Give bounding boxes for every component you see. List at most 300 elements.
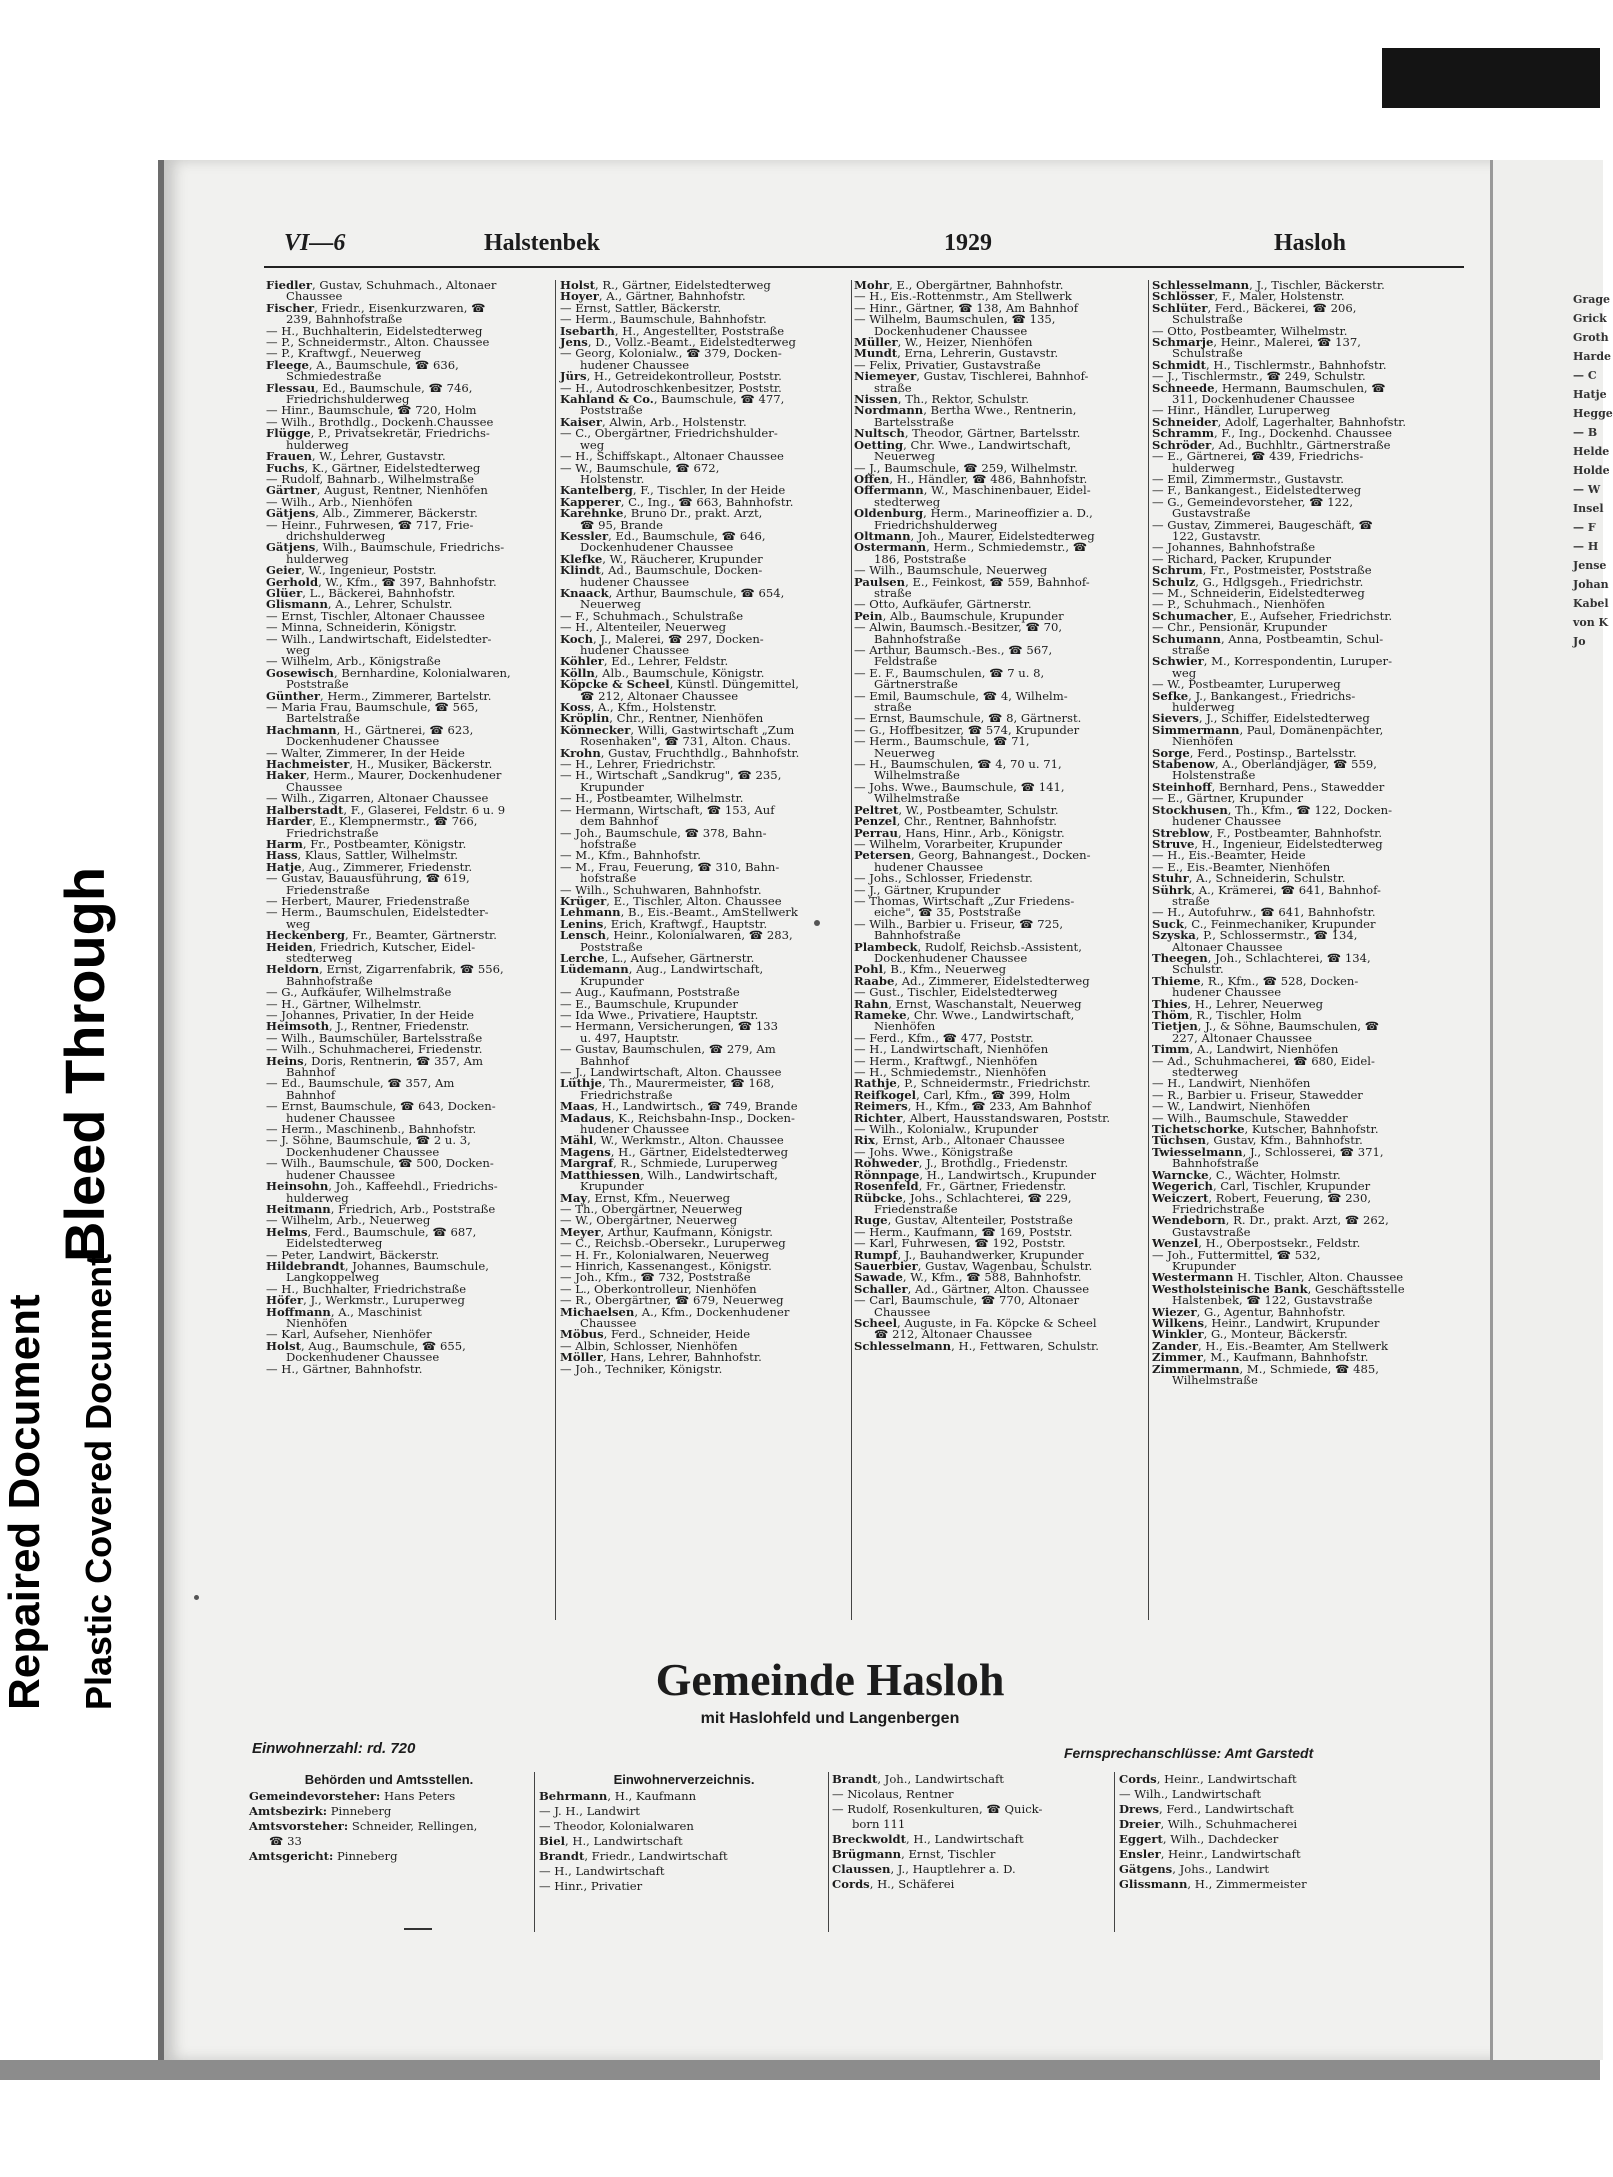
entry-name: Warncke xyxy=(1152,1167,1209,1182)
directory-entry: — Herm., Baumschule, Bahnhofstr. xyxy=(560,312,767,327)
entry-name: Kahland & Co. xyxy=(560,392,654,407)
directory-entry: Richter, Albert, Hausstandswaren, Poststr. xyxy=(854,1110,1111,1125)
directory-entry: Struve, H., Ingenieur, Eidelstedterweg xyxy=(1152,836,1383,851)
directory-entry: — E., Baumschule, Krupunder xyxy=(560,996,738,1011)
directory-entry: Lensch, Heinr., Kolonialwaren, ☎ 283, xyxy=(560,928,793,943)
entry-name: Weiczert xyxy=(1152,1190,1209,1205)
directory-entry: Hoffmann, A., Maschinist xyxy=(266,1304,422,1319)
directory-entry: — Joh., Baumschule, ☎ 378, Bahn- xyxy=(560,825,767,840)
directory-entry: — Thomas, Wirtschaft „Zur Friedens- xyxy=(854,893,1075,908)
entry-name: Kaiser xyxy=(560,414,603,429)
directory-entry: — J., Gärtner, Krupunder xyxy=(854,882,1001,897)
directory-entry: — J., Landwirtschaft, Alton. Chaussee xyxy=(560,1065,782,1080)
entry-continuation: hudener Chaussee xyxy=(286,1110,396,1125)
directory-entry: — Peter, Landwirt, Bäckerstr. xyxy=(266,1247,440,1262)
directory-entry: — R., Barbier u. Friseur, Stawedder xyxy=(1152,1087,1363,1102)
directory-entry: Oetting, Chr. Wwe., Landwirtschaft, xyxy=(854,437,1072,452)
residents-heading: Einwohnerverzeichnis. xyxy=(613,1772,755,1787)
entry-continuation: Chaussee xyxy=(874,1304,931,1319)
entry-name: Schmidt xyxy=(1152,357,1206,372)
directory-entry: — Wilh., Baumschule, Stawedder xyxy=(1152,1110,1348,1125)
directory-entry: Warncke, C., Wächter, Holmstr. xyxy=(1152,1167,1341,1182)
directory-entry: Ensler, Heinr., Landwirtschaft xyxy=(1119,1847,1301,1861)
entry-name: Schmarje xyxy=(1152,335,1214,350)
entry-name: Rohweder xyxy=(854,1156,919,1171)
entry-continuation: Friedrichstraße xyxy=(580,1087,673,1102)
entry-name: Behrmann xyxy=(539,1789,608,1803)
entry-continuation: hudener Chaussee xyxy=(580,357,690,372)
entry-name: Sawade xyxy=(854,1270,903,1285)
directory-entry: Kantelberg, F., Tischler, In der Heide xyxy=(560,483,786,498)
directory-entry: — Minna, Schneiderin, Königstr. xyxy=(266,620,457,635)
entry-continuation: Wilhelmstraße xyxy=(874,791,960,806)
telephone-note: Fernsprechanschlüsse: Amt Garstedt xyxy=(1064,1745,1314,1761)
directory-entry: Amtsbezirk: Pinneberg xyxy=(249,1804,392,1818)
entry-name: Schlösser xyxy=(1152,289,1215,304)
entry-name: Pohl xyxy=(854,962,883,977)
column-divider xyxy=(851,280,852,1620)
entry-continuation: 227, Altonaer Chaussee xyxy=(1172,1030,1313,1045)
entry-continuation: weg xyxy=(1172,665,1197,680)
directory-entry: Knaack, Arthur, Baumschule, ☎ 654, xyxy=(560,585,785,600)
directory-entry: Breckwoldt, H., Landwirtschaft xyxy=(832,1832,1024,1846)
entry-name: Nissen xyxy=(854,392,898,407)
entry-name: Oltmann xyxy=(854,528,911,543)
directory-entry: — Heinr., Fuhrwesen, ☎ 717, Frie- xyxy=(266,517,474,532)
page-header xyxy=(284,230,1464,264)
entry-name: Oetting xyxy=(854,437,904,452)
directory-entry: Penzel, Chr., Rentner, Bahnhofstr. xyxy=(854,814,1057,829)
entry-name: Timm xyxy=(1152,1042,1190,1057)
entry-name: Fleege xyxy=(266,357,309,372)
directory-entry: — Wilh., Zigarren, Altonaer Chaussee xyxy=(266,791,489,806)
directory-entry: — Gustav, Zimmerei, Baugeschäft, ☎ xyxy=(1152,517,1373,532)
entry-name: Brügmann xyxy=(832,1847,902,1861)
directory-entry: Pein, Alb., Baumschule, Krupunder xyxy=(854,608,1064,623)
directory-entry: Madaus, K., Reichsbahn-Insp., Docken- xyxy=(560,1110,795,1125)
directory-entry: Peltret, W., Postbeamter, Schulstr. xyxy=(854,802,1059,817)
adjacent-page-fragment: Jo xyxy=(1573,635,1586,648)
entry-continuation: Schulstr. xyxy=(1172,962,1224,977)
entry-name: Oldenburg xyxy=(854,506,924,521)
entry-name: Eggert xyxy=(1119,1832,1163,1846)
directory-entry: — Herm., Baumschule, ☎ 71, xyxy=(854,734,1030,749)
directory-entry: Helms, Ferd., Baumschule, ☎ 687, xyxy=(266,1224,477,1239)
adjacent-page-fragment: Holde xyxy=(1573,464,1610,477)
directory-entry: — Arthur, Baumsch.-Bes., ☎ 567, xyxy=(854,643,1053,657)
directory-entry: Paulsen, E., Feinkost, ☎ 559, Bahnhof- xyxy=(854,574,1090,589)
residents-column-2 xyxy=(832,1772,1132,1892)
entry-name: Madaus xyxy=(560,1110,611,1125)
directory-entry: — E., Gärtnerei, ☎ 439, Friedrichs- xyxy=(1152,449,1364,464)
directory-entry: — W., Landwirt, Nienhöfen xyxy=(1152,1099,1311,1114)
entry-name: Magens xyxy=(560,1144,611,1159)
entry-name: Thöm xyxy=(1152,1008,1190,1022)
directory-entry: Offermann, W., Maschinenbauer, Eidel- xyxy=(854,483,1091,498)
directory-entry: Krohn, Gustav, Fruchthdlg., Bahnhofstr. xyxy=(560,745,800,760)
entry-name: Rumpf xyxy=(854,1247,898,1262)
directory-entry: — Wilhelm, Arb., Königstraße xyxy=(266,654,441,669)
directory-entry: Streblow, F., Postbeamter, Bahnhofstr. xyxy=(1152,825,1383,840)
directory-entry: Mohr, E., Obergärtner, Bahnhofstr. xyxy=(854,278,1064,292)
entry-name: Könnecker xyxy=(560,722,631,737)
directory-entry: — P., Schneidermstr., Alton. Chaussee xyxy=(266,335,490,350)
entry-name: Lehmann xyxy=(560,905,621,920)
entry-continuation: Friedrichstraße xyxy=(286,825,379,840)
directory-entry: — Johs. Wwe., Königstraße xyxy=(854,1144,1014,1159)
directory-entry: Westermann H. Tischler, Alton. Chaussee xyxy=(1152,1270,1404,1285)
entry-continuation: Bartelstraße xyxy=(286,711,360,726)
speck xyxy=(814,920,820,926)
directory-entry: Cords, H., Schäferei xyxy=(832,1877,955,1891)
entry-name: Offermann xyxy=(854,483,924,498)
directory-entry: Szyska, P., Schlossermstr., ☎ 134, xyxy=(1152,928,1358,943)
directory-entry: Meyer, Arthur, Kaufmann, Königstr. xyxy=(560,1224,773,1239)
entry-name: Margraf xyxy=(560,1156,614,1171)
directory-entry: Simmermann, Paul, Domänenpächter, xyxy=(1152,722,1384,737)
entry-continuation: hudener Chaussee xyxy=(580,1122,690,1137)
entry-continuation: ☎ 33 xyxy=(269,1834,302,1848)
directory-entry: Heldorn, Ernst, Zigarrenfabrik, ☎ 556, xyxy=(266,962,504,977)
directory-entry: Gätgens, Johs., Landwirt xyxy=(1119,1862,1270,1876)
directory-entry: Schröder, Ad., Buchhltr., Gärtnerstraße xyxy=(1152,437,1391,452)
directory-entry: Westholsteinische Bank, Geschäftsstelle xyxy=(1152,1281,1405,1296)
directory-entry: Behrmann, H., Kaufmann xyxy=(539,1789,697,1803)
entry-name: Zimmermann xyxy=(1152,1361,1240,1376)
entry-name: Raabe xyxy=(854,973,895,988)
directory-entry: — R., Obergärtner, ☎ 679, Neuerweg xyxy=(560,1293,784,1308)
directory-entry: Brügmann, Ernst, Tischler xyxy=(832,1847,996,1861)
directory-entry: — Gustav, Baumschulen, ☎ 279, Am xyxy=(560,1042,776,1057)
entry-name: Hass xyxy=(266,848,298,863)
directory-entry: Kröplin, Chr., Rentner, Nienhöfen xyxy=(560,711,764,726)
directory-entry: Köpcke & Scheel, Künstl. Düngemittel, xyxy=(560,677,799,692)
directory-entry: Wegerich, Carl, Tischler, Krupunder xyxy=(1152,1179,1371,1194)
entry-name: Gätgens xyxy=(1119,1862,1173,1876)
entry-name: Schlesselmann xyxy=(1152,278,1250,292)
directory-entry: Mähl, W., Werkmstr., Alton. Chaussee xyxy=(560,1133,784,1148)
directory-entry: Sefke, J., Bankangest., Friedrichs- xyxy=(1152,688,1356,703)
entry-continuation: weg xyxy=(286,643,311,657)
entry-continuation: hulderweg xyxy=(286,437,349,452)
adjacent-page-fragment: — W xyxy=(1573,483,1601,496)
directory-entry: Flügge, P., Privatsekretär, Friedrichs- xyxy=(266,426,490,441)
entry-continuation: Langkoppelweg xyxy=(286,1270,380,1285)
directory-entry: Schlüter, Ferd., Bäckerei, ☎ 206, xyxy=(1152,300,1357,315)
directory-entry: — Emil, Zimmermstr., Gustavstr. xyxy=(1152,471,1344,486)
directory-entry: Haker, Herm., Maurer, Dockenhudener xyxy=(266,768,502,783)
directory-entry: — Johs., Schlosser, Friedenstr. xyxy=(854,871,1033,886)
entry-continuation: Neuerweg xyxy=(874,745,936,760)
entry-continuation: 122, Gustavstr. xyxy=(1172,528,1261,543)
directory-entry: Nordmann, Bertha Wwe., Rentnerin, xyxy=(854,403,1077,418)
directory-entry: — W., Baumschule, ☎ 672, xyxy=(560,460,720,475)
entry-continuation: Gärtnerstraße xyxy=(874,677,958,692)
adjacent-page-fragment: — H xyxy=(1573,540,1599,553)
adjacent-page-edge xyxy=(1490,160,1613,2060)
entry-name: Claussen xyxy=(832,1862,891,1876)
entry-name: Heimsoth xyxy=(266,1019,330,1034)
entry-name: Jürs xyxy=(560,369,587,384)
directory-entry: — Felix, Privatier, Gustavstraße xyxy=(854,357,1041,372)
directory-entry: Perrau, Hans, Hinr., Arb., Königstr. xyxy=(854,825,1065,840)
entry-continuation: Holstenstr. xyxy=(580,471,645,486)
entry-name: Hoffmann xyxy=(266,1304,331,1319)
directory-entry: — Ernst, Tischler, Altonaer Chaussee xyxy=(266,608,485,623)
entry-name: Mohr xyxy=(854,278,890,292)
directory-entry: — L., Oberkontrolleur, Nienhöfen xyxy=(560,1281,757,1296)
directory-entry: Wenzel, H., Oberpostsekr., Feldstr. xyxy=(1152,1236,1361,1251)
entry-name: Paulsen xyxy=(854,574,906,589)
directory-entry: Tüchsen, Gustav, Kfm., Bahnhofstr. xyxy=(1152,1133,1363,1148)
entry-name: Hildebrandt xyxy=(266,1258,345,1273)
directory-entry: Matthiessen, Wilh., Landwirtschaft, xyxy=(560,1167,778,1182)
entry-name: Amtsvorsteher: xyxy=(249,1819,349,1833)
entry-continuation: Bahnhofstraße xyxy=(286,973,373,988)
directory-entry: — Alwin, Baumsch.-Besitzer, ☎ 70, xyxy=(854,620,1063,635)
directory-entry: Zimmermann, M., Schmiede, ☎ 485, xyxy=(1152,1361,1379,1376)
directory-entry: Reimers, H., Kfm., ☎ 233, Am Bahnhof xyxy=(854,1099,1092,1114)
directory-entry: Heiden, Friedrich, Kutscher, Eidel- xyxy=(266,939,476,954)
directory-entry: Kessler, Ed., Baumschule, ☎ 646, xyxy=(560,528,766,543)
entry-name: Höfer xyxy=(266,1293,304,1308)
directory-entry: — Wilh., Landwirtschaft xyxy=(1119,1787,1262,1801)
entry-name: Fiedler xyxy=(266,278,313,292)
directory-entry: Rathje, P., Schneidermstr., Friedrichstr. xyxy=(854,1076,1091,1091)
directory-entry: — Aug., Kaufmann, Poststraße xyxy=(560,985,740,1000)
entry-name: Amtsbezirk: xyxy=(249,1804,328,1818)
entry-name: Ruge xyxy=(854,1213,888,1228)
directory-column-2 xyxy=(560,280,848,1375)
directory-entry: Rübcke, Johs., Schlachterei, ☎ 229, xyxy=(854,1190,1072,1205)
directory-entry: Brandt, Friedr., Landwirtschaft xyxy=(539,1849,728,1863)
entry-name: Nultsch xyxy=(854,426,905,441)
entry-continuation: Krupunder xyxy=(580,973,644,988)
directory-entry: — J. H., Landwirt xyxy=(539,1804,640,1818)
entry-name: Meyer xyxy=(560,1224,601,1239)
adjacent-page-fragment: Kabel xyxy=(1573,597,1609,610)
entry-name: Gärtner xyxy=(266,483,317,498)
directory-entry: Schlesselmann, J., Tischler, Bäckerstr. xyxy=(1152,278,1385,292)
directory-entry: Scheel, Auguste, in Fa. Köpcke & Scheel xyxy=(854,1315,1097,1330)
entry-name: Kantelberg xyxy=(560,483,633,498)
directory-entry: Amtsgericht: Pinneberg xyxy=(249,1849,398,1863)
directory-entry: Gärtner, August, Rentner, Nienhöfen xyxy=(266,483,488,498)
entry-name: Frauen xyxy=(266,449,312,464)
directory-entry: Zimmer, M., Kaufmann, Bahnhofstr. xyxy=(1152,1350,1369,1365)
directory-entry: — Karl, Fuhrwesen, ☎ 192, Poststr. xyxy=(854,1236,1066,1251)
directory-entry: — C., Obergärtner, Friedrichshulder- xyxy=(560,426,778,441)
directory-entry: Gätjens, Alb., Zimmerer, Bäckerstr. xyxy=(266,506,478,521)
entry-continuation: u. 497, Hauptstr. xyxy=(580,1030,680,1045)
entry-name: Scheel xyxy=(854,1315,898,1330)
directory-entry: Fleege, A., Baumschule, ☎ 636, xyxy=(266,357,459,372)
directory-entry: — Rudolf, Bahnarb., Wilhelmstraße xyxy=(266,471,474,486)
entry-name: Wilkens xyxy=(1152,1315,1204,1330)
directory-entry: — Carl, Baumschule, ☎ 770, Altonaer xyxy=(854,1293,1080,1308)
directory-column-3 xyxy=(854,280,1144,1352)
entry-name: Lüthje xyxy=(560,1076,602,1091)
entry-continuation: Feldstraße xyxy=(874,654,938,669)
directory-entry: Gätjens, Wilh., Baumschule, Friedrichs- xyxy=(266,540,505,555)
entry-name: Klefke xyxy=(560,551,603,566)
header-right-place: Hasloh xyxy=(1274,230,1347,256)
entry-name: Kapperer xyxy=(560,494,621,509)
entry-continuation: Gustavstraße xyxy=(1172,506,1251,521)
directory-entry: Schwier, M., Korrespondentin, Luruper- xyxy=(1152,654,1392,669)
directory-entry: Klefke, W., Räucherer, Krupunder xyxy=(560,551,763,566)
entry-name: Westermann xyxy=(1152,1270,1234,1285)
entry-continuation: Bahnhof xyxy=(580,1053,630,1068)
entry-name: Wenzel xyxy=(1152,1236,1199,1251)
directory-entry: — E., Eis.-Beamter, Nienhöfen xyxy=(1152,859,1331,874)
directory-column-4 xyxy=(1152,280,1452,1386)
entry-name: Schwier xyxy=(1152,654,1204,669)
directory-entry: — M., Schneiderin, Eidelstedterweg xyxy=(1152,585,1365,600)
entry-continuation: Schulstraße xyxy=(1172,346,1243,361)
directory-entry: — Ed., Baumschule, ☎ 357, Am xyxy=(266,1076,455,1091)
directory-entry: — Th., Obergärtner, Neuerweg xyxy=(560,1201,743,1216)
directory-entry: — Ida Wwe., Privatiere, Hauptstr. xyxy=(560,1008,759,1022)
entry-name: Gätjens xyxy=(266,506,316,521)
entry-name: Wegerich xyxy=(1152,1179,1213,1194)
directory-entry: — Wilhelm, Vorarbeiter, Krupunder xyxy=(854,836,1063,851)
directory-entry: Schneider, Adolf, Lagerhalter, Bahnhofstr. xyxy=(1152,414,1407,429)
entry-continuation: Gustavstraße xyxy=(1172,1224,1251,1239)
directory-entry: Rosenfeld, Fr., Gärtner, Friedenstr. xyxy=(854,1179,1067,1194)
directory-entry: Schlesselmann, H., Fettwaren, Schulstr. xyxy=(854,1338,1099,1353)
bottom-scanner-strip xyxy=(0,2060,1600,2080)
short-rule xyxy=(404,1928,432,1930)
directory-entry: Zander, H., Eis.-Beamter, Am Stellwerk xyxy=(1152,1338,1388,1353)
directory-entry: — Hermann, Wirtschaft, ☎ 153, Auf xyxy=(560,802,775,817)
directory-entry: Isebarth, H., Angestellter, Poststraße xyxy=(560,323,785,338)
entry-continuation: Friedrichshulderweg xyxy=(286,392,410,407)
repaired-document-label: Repaired Document xyxy=(0,1294,49,1710)
entry-continuation: straße xyxy=(874,700,912,715)
entry-name: Sievers xyxy=(1152,711,1199,726)
directory-entry: — H., Baumschulen, ☎ 4, 70 u. 71, xyxy=(854,757,1062,772)
entry-continuation: Neuerweg xyxy=(874,449,936,464)
entry-continuation: Wilhelmstraße xyxy=(1172,1373,1258,1387)
entry-continuation: Wilhelmstraße xyxy=(874,768,960,783)
directory-entry: — Hinr., Baumschule, ☎ 720, Holm xyxy=(266,403,477,418)
directory-entry: — Chr., Pensionär, Krupunder xyxy=(1152,620,1328,635)
entry-continuation: Bahnhof xyxy=(286,1065,336,1080)
directory-entry: — E. F., Baumschulen, ☎ 7 u. 8, xyxy=(854,665,1045,680)
entry-continuation: born 111 xyxy=(852,1817,906,1831)
entry-continuation: Dockenhudener Chaussee xyxy=(286,1350,440,1365)
entry-continuation: straße xyxy=(874,585,912,600)
directory-entry: — G., Hoffbesitzer, ☎ 574, Krupunder xyxy=(854,722,1080,737)
entry-name: Zimmer xyxy=(1152,1350,1203,1365)
entry-continuation: ☎ 212, Altonaer Chaussee xyxy=(874,1327,1033,1342)
directory-entry: Raabe, Ad., Zimmerer, Eidelstedterweg xyxy=(854,973,1090,988)
directory-entry: Holst, Aug., Baumschule, ☎ 655, xyxy=(266,1338,466,1353)
authorities-heading: Behörden und Amtsstellen. xyxy=(304,1772,474,1787)
entry-name: Simmermann xyxy=(1152,722,1240,737)
column-divider xyxy=(828,1772,829,1932)
entry-continuation: hudener Chaussee xyxy=(1172,814,1282,829)
directory-entry: — Rudolf, Rosenkulturen, ☎ Quick- xyxy=(832,1802,1043,1816)
directory-entry: — G., Gemeindevorsteher, ☎ 122, xyxy=(1152,494,1354,509)
directory-entry: Stockhusen, Th., Kfm., ☎ 122, Docken- xyxy=(1152,802,1393,817)
entry-name: Perrau xyxy=(854,825,898,840)
directory-entry: — Herm., Kaufmann, ☎ 169, Poststr. xyxy=(854,1224,1073,1239)
entry-continuation: 186, Poststraße xyxy=(874,551,967,566)
entry-name: Thieme xyxy=(1152,973,1201,988)
entry-name: Theegen xyxy=(1152,950,1208,965)
directory-entry: Wendeborn, R. Dr., prakt. Arzt, ☎ 262, xyxy=(1152,1213,1389,1228)
entry-continuation: hulderweg xyxy=(1172,700,1235,715)
entry-continuation: Nienhöfen xyxy=(286,1315,348,1330)
directory-entry: — W., Obergärtner, Neuerweg xyxy=(560,1213,738,1228)
directory-entry: Ostermann, Herm., Schmiedemstr., ☎ xyxy=(854,540,1088,555)
entry-name: Gemeindevorsteher: xyxy=(249,1789,381,1803)
directory-entry: May, Ernst, Kfm., Neuerweg xyxy=(560,1190,731,1205)
directory-entry: Theegen, Joh., Schlachterei, ☎ 134, xyxy=(1152,950,1371,965)
entry-name: Möller xyxy=(560,1350,603,1365)
directory-entry: — Wilh., Baumschüler, Bartelsstraße xyxy=(266,1030,483,1045)
directory-entry: Margraf, R., Schmiede, Luruperweg xyxy=(560,1156,778,1171)
directory-entry: — Nicolaus, Rentner xyxy=(832,1787,954,1801)
directory-entry: Wilkens, Heinr., Landwirt, Krupunder xyxy=(1152,1315,1380,1330)
directory-entry: — Johannes, Privatier, In der Heide xyxy=(266,1008,474,1022)
directory-entry: — P., Schuhmach., Nienhöfen xyxy=(1152,597,1325,612)
entry-name: Tüchsen xyxy=(1152,1133,1206,1148)
directory-entry: — Maria Frau, Baumschule, ☎ 565, xyxy=(266,700,479,715)
entry-continuation: hudener Chaussee xyxy=(1172,985,1282,1000)
adjacent-page-fragment: Insel xyxy=(1573,502,1604,515)
entry-continuation: Krupunder xyxy=(580,1179,644,1194)
entry-name: Holst xyxy=(560,278,595,292)
entry-continuation: Krupunder xyxy=(580,779,644,794)
directory-entry: — Otto, Aufkäufer, Gärtnerstr. xyxy=(854,597,1032,612)
entry-name: Schröder xyxy=(1152,437,1212,452)
directory-entry: Stuhr, A., Schneiderin, Schulstr. xyxy=(1152,871,1346,886)
entry-name: Halberstadt xyxy=(266,802,344,817)
directory-entry: — Richard, Packer, Krupunder xyxy=(1152,551,1331,566)
entry-name: Kölln xyxy=(560,665,595,680)
directory-entry: Oldenburg, Herm., Marineoffizier a. D., xyxy=(854,506,1093,521)
entry-continuation: Bartelsstraße xyxy=(874,414,954,429)
entry-name: Zander xyxy=(1152,1338,1198,1353)
entry-name: Cords xyxy=(1119,1772,1157,1786)
directory-entry: Hoyer, A., Gärtner, Bahnhofstr. xyxy=(560,289,746,304)
directory-entry: Dreier, Wilh., Schuhmacherei xyxy=(1119,1817,1298,1831)
entry-name: Helms xyxy=(266,1224,308,1239)
entry-name: Struve xyxy=(1152,836,1195,851)
entry-continuation: stedterweg xyxy=(1172,1065,1239,1080)
entry-name: Glismann xyxy=(266,597,328,612)
entry-continuation: hudener Chaussee xyxy=(580,574,690,589)
entry-name: Steinhoff xyxy=(1152,779,1212,794)
directory-entry: — Wilh., Brothdlg., Dockenh.Chaussee xyxy=(266,414,494,429)
plastic-covered-label: Plastic Covered Document xyxy=(78,1253,119,1710)
directory-entry: Köhler, Ed., Lehrer, Feldstr. xyxy=(560,654,729,669)
directory-entry: Twiesselmann, J., Schlosserei, ☎ 371, xyxy=(1152,1144,1384,1159)
directory-entry: Wiezer, G., Agentur, Bahnhofstr. xyxy=(1152,1304,1346,1319)
directory-entry: Möller, Hans, Lehrer, Bahnhofstr. xyxy=(560,1350,762,1365)
entry-name: Klindt xyxy=(560,563,601,578)
entry-name: Fuchs xyxy=(266,460,305,475)
directory-entry: Winkler, G., Monteur, Bäckerstr. xyxy=(1152,1327,1348,1342)
directory-entry: — Ernst, Baumschule, ☎ 643, Docken- xyxy=(266,1099,496,1114)
directory-entry: Brandt, Joh., Landwirtschaft xyxy=(832,1772,1004,1786)
directory-entry: — Herm., Baumschulen, Eidelstedter- xyxy=(266,905,489,920)
directory-entry: Koch, J., Malerei, ☎ 297, Docken- xyxy=(560,631,764,646)
entry-name: Winkler xyxy=(1152,1327,1204,1342)
